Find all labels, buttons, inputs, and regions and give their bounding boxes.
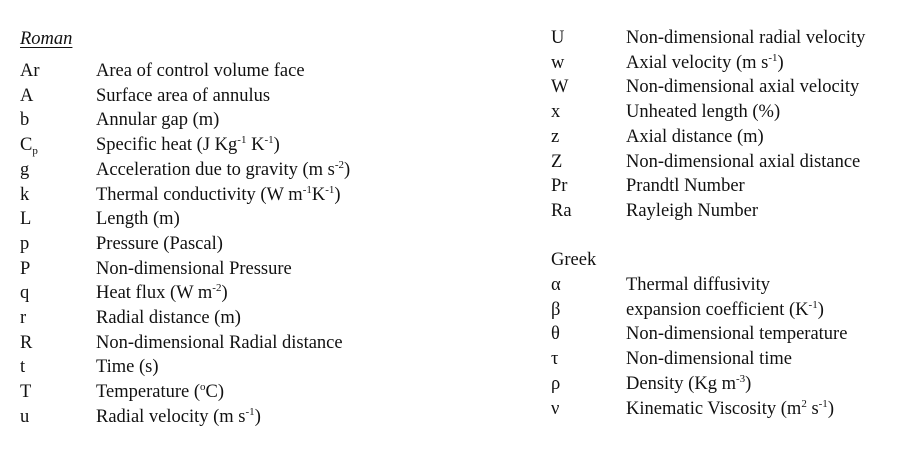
symbol: x (551, 102, 561, 123)
symbol: z (551, 126, 560, 147)
symbol-description: Radial distance (m) (96, 308, 241, 328)
symbol: τ (551, 349, 559, 370)
symbol: u (20, 406, 30, 427)
symbol: $C_p$ (20, 135, 38, 158)
symbol: Ar (20, 61, 40, 81)
symbol-description: Unheated length (%) (626, 102, 781, 123)
symbol: q (20, 283, 30, 304)
symbol: ν (551, 398, 560, 419)
symbol-description: Axial velocity (m $s^{-1}$) (626, 51, 784, 73)
symbol: Ra (551, 200, 572, 221)
symbol: P (20, 258, 31, 279)
symbol-description: Non-dimensional Radial distance (96, 332, 343, 353)
symbol: r (20, 308, 27, 328)
symbol-description: Surface area of annulus (96, 85, 271, 106)
symbol-description: Temperature ($^o$C) (96, 381, 224, 403)
symbol-description: Non-dimensional axial velocity (626, 77, 860, 98)
symbol: W (551, 77, 569, 98)
symbol-description: Radial velocity (m $s^{-1}$) (96, 405, 261, 427)
greek-heading: Greek (551, 250, 597, 270)
symbol: T (20, 382, 32, 403)
symbol: Pr (551, 176, 568, 197)
symbol: β (551, 299, 561, 320)
symbol: b (20, 110, 30, 131)
symbol: A (20, 85, 34, 106)
symbol-description: Acceleration due to gravity (m $s^{-2}$) (96, 158, 351, 180)
symbol: ρ (551, 373, 561, 394)
symbol-description: Non-dimensional Pressure (96, 258, 292, 279)
symbol-description: Density (Kg $m^{-3}$) (626, 372, 752, 394)
symbol: g (20, 159, 30, 180)
symbol-description: Area of control volume face (96, 61, 305, 81)
symbol: k (20, 184, 30, 205)
symbol-description: Pressure (Pascal) (96, 233, 223, 254)
symbol-description: Non-dimensional time (626, 349, 792, 370)
symbol: α (551, 275, 561, 295)
symbol-description: Non-dimensional axial distance (626, 151, 861, 172)
symbol-description: Prandtl Number (626, 176, 745, 197)
symbol: t (20, 357, 26, 378)
symbol-description: Annular gap (m) (96, 110, 220, 131)
symbol: Z (551, 151, 563, 172)
symbol-description: Length (m) (96, 209, 180, 230)
symbol-subscript: p (32, 145, 38, 158)
symbol-description: Heat flux (W $m^{-2}$) (96, 282, 228, 304)
symbol: θ (551, 324, 560, 345)
symbol-description: Kinematic Viscosity ($m^2$ $s^{-1}$) (626, 397, 834, 419)
symbol-description: Non-dimensional radial velocity (626, 28, 866, 48)
symbol-description: Thermal diffusivity (626, 275, 771, 295)
symbol-description: expansion coefficient $(K^{-1})$ (626, 298, 824, 320)
symbol: R (20, 332, 33, 353)
roman-heading: Roman (20, 29, 73, 49)
symbol-description: Rayleigh Number (626, 200, 759, 221)
symbol-description: Axial distance (m) (626, 126, 764, 147)
symbol-description: Non-dimensional temperature (626, 324, 848, 345)
symbol-description: Specific heat (J $Kg^{-1}$ $K^{-1}$) (96, 134, 280, 156)
symbol-description: Thermal conductivity (W $m^{-1}K^{-1}$) (96, 183, 341, 205)
symbol: U (551, 28, 565, 48)
symbol: L (20, 209, 32, 230)
symbol: p (20, 233, 30, 254)
symbol: w (551, 52, 565, 73)
symbol-description: Time (s) (96, 357, 159, 378)
